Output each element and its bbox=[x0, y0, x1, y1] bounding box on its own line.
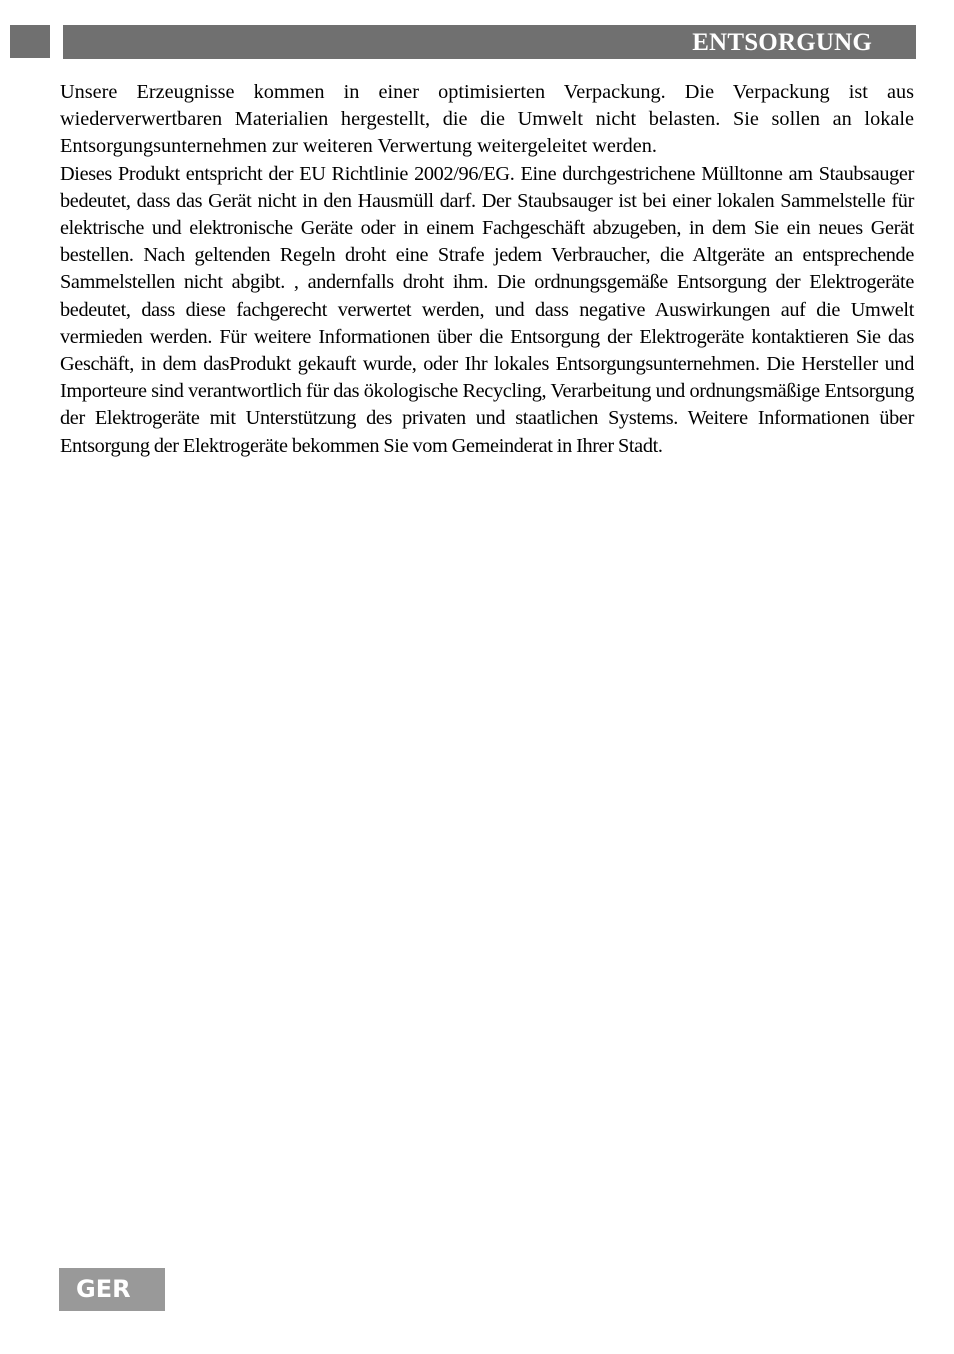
paragraph-weee-disposal: Dieses Produkt entspricht der EU Richtlinie 2002/96/EG. Eine durchgestrichene Mülltonne am Staubsauger bedeutet, dass das Gerät nicht in den Hausmüll darf. Der Staubsauger ist bei einer lokalen Sammelstelle für elektrische und elektronische Geräte oder in einem Fachgeschäft abzugeben, in dem Sie ein neues Gerät bestellen. Nach geltenden Regeln droht eine Strafe jedem Verbraucher, die Altgeräte an entsprechende Sammelstellen nicht abgibt. , andernfalls droht ihm. Die ordnungsgemäße Entsorgung der Elektrogeräte bedeutet, dass diese fachgerecht verwertet werden, und dass negative Auswirkungen auf die Umwelt vermieden werden. Für weitere Informationen über die Entsorgung der Elektrogeräte kontaktieren Sie das Geschäft, in dem dasProdukt gekauft wurde, oder Ihr lokales Entsorgungsunternehmen. Die Hersteller und Importeure sind verantwortlich für das ökologische Recycling, Verarbeitung und ordnungsmäßige Entsorgung der Elektrogeräte mit Unterstützung des privaten und staatlichen Systems. Weitere Informationen über Entsorgung der Elektrogeräte bekommen Sie vom Gemeinderat in Ihrer Stadt. bbox=[60, 162, 914, 457]
header-corner-block bbox=[10, 25, 50, 58]
section-header-bar bbox=[63, 25, 916, 59]
body-text bbox=[60, 79, 914, 460]
language-label: GER bbox=[76, 1275, 131, 1303]
paragraph-packaging: Unsere Erzeugnisse kommen in einer optimisierten Verpackung. Die Verpackung ist aus wiederverwertbaren Materialien hergestellt, die die Umwelt nicht belasten. Sie sollen an lokale Entsorgungsunternehmen zur weiteren Verwertung weitergeleitet werden. bbox=[60, 81, 914, 158]
section-title: ENTSORGUNG bbox=[692, 29, 872, 56]
language-badge bbox=[59, 1268, 165, 1311]
